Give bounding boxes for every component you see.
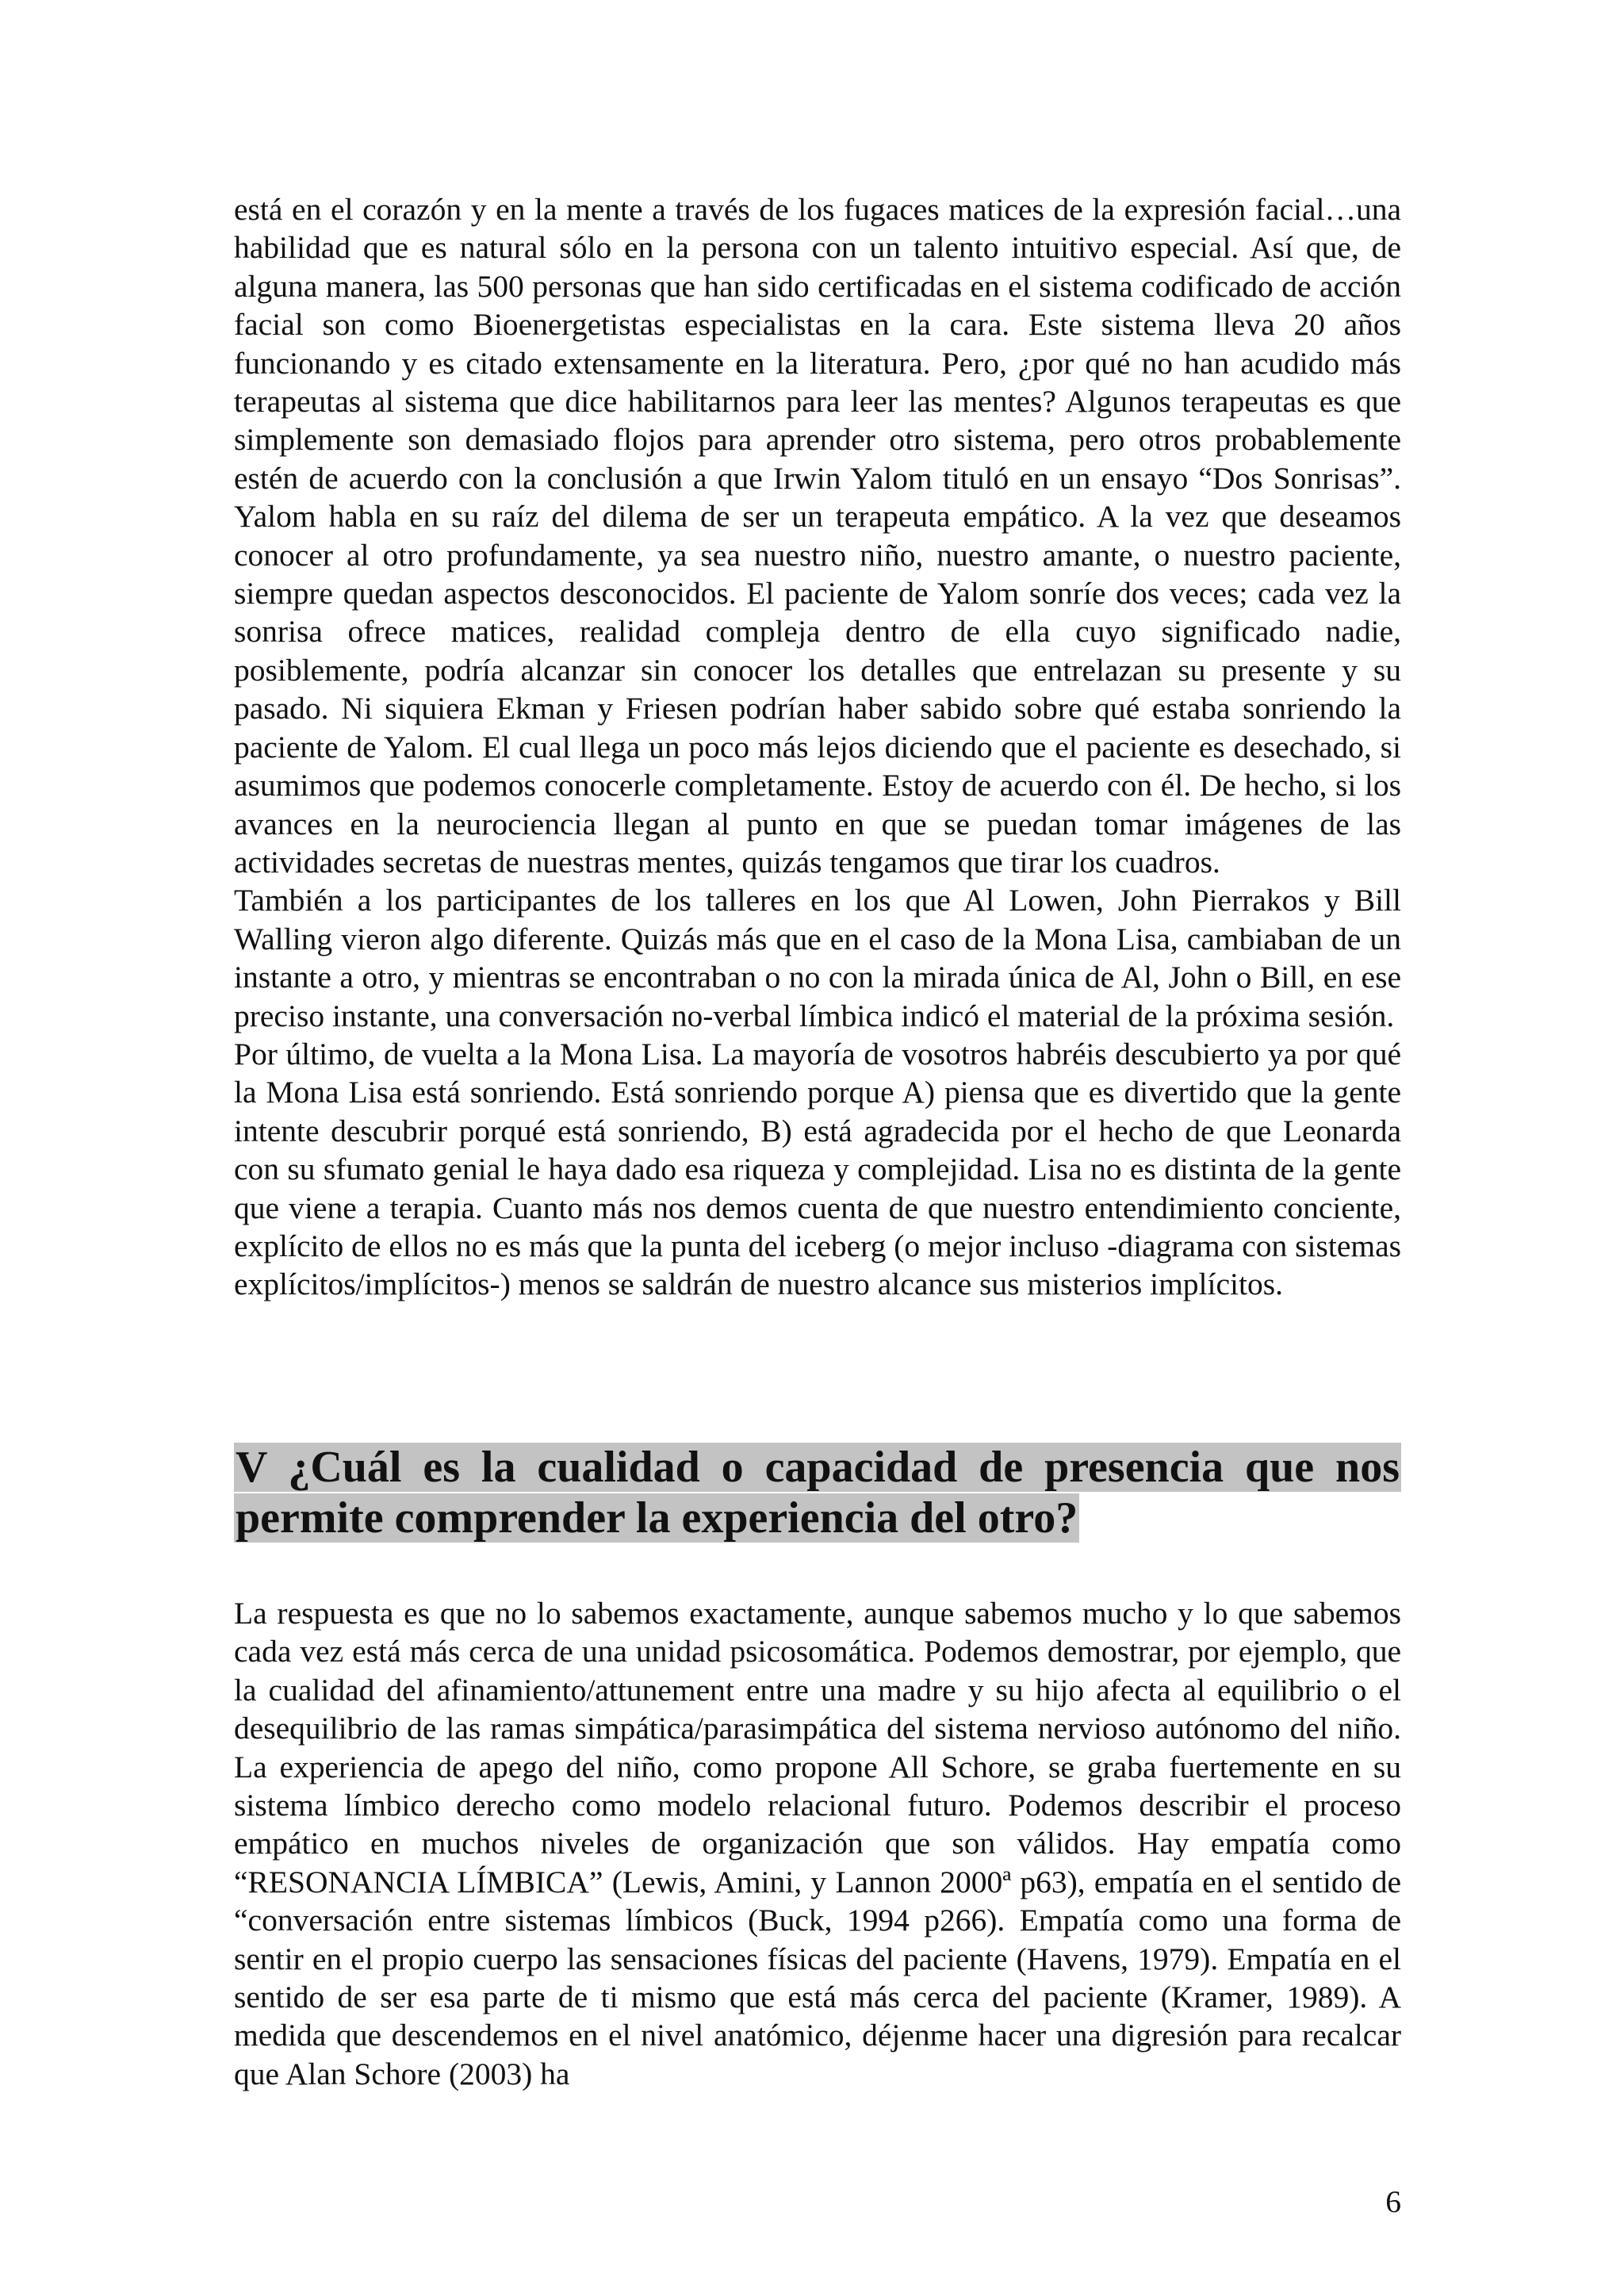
paragraph-2: También a los participantes de los talleres en los que Al Lowen, John Pierrakos y Bill Walling vieron algo diferente. Quizás más que en el caso de la Mona Lisa, cambiaban de un instante a otro, y mientras se encontraban o no con la mirada única de Al, John o Bill, en ese preciso instante, una conversación no-verbal límbica indicó el material de la próxima sesión. [234,883,1401,1033]
section-heading [234,1442,1401,1543]
body-text-top [234,190,1401,1304]
paragraph-3: Por último, de vuelta a la Mona Lisa. La mayoría de vosotros habréis descubierto ya por qué la Mona Lisa está sonriendo. Está sonriendo porque A) piensa que es divertido que la gente intente descubrir porqué está sonriendo, B) está agradecida por el hecho de que Leonarda con su sfumato genial le haya dado esa riqueza y complejidad. Lisa no es distinta de la gente que viene a terapia. Cuanto más nos demos cuenta de que nuestro entendimiento conciente, explícito de ellos no es más que la punta del iceberg (o mejor incluso -diagrama con sistemas explícitos/implícitos-) menos se saldrán de nuestro alcance sus misterios implícitos. [234,1036,1401,1302]
paragraph-4: La respuesta es que no lo sabemos exactamente, aunque sabemos mucho y lo que sabemos cada vez está más cerca de una unidad psicosomática. Podemos demostrar, por ejemplo, que la cualidad del afinamiento/attunement entre una madre y su hijo afecta al equilibrio o el desequilibrio de las ramas simpática/parasimpática del sistema nervioso autónomo del niño. La experiencia de apego del niño, como propone All Schore, se graba fuertemente en su sistema límbico derecho como modelo relacional futuro. Podemos describir el proceso empático en muchos niveles de organización que son válidos. Hay empatía como “RESONANCIA LÍMBICA” (Lewis, Amini, y Lannon 2000ª p63), empatía en el sentido de “conversación entre sistemas límbicos (Buck, 1994 p266). Empatía como una forma de sentir en el propio cuerpo las sensaciones físicas del paciente (Havens, 1979). Empatía en el sentido de ser esa parte de ti mismo que está más cerca del paciente (Kramer, 1989). A medida que descendemos en el nivel anatómico, déjenme hacer una digresión para recalcar que Alan Schore (2003) ha [234,1596,1401,2091]
body-text-bottom [234,1594,1401,2093]
section-heading-text: V ¿Cuál es la cualidad o capacidad de presencia que nos permite comprender la experiencia del otro? [236,1443,1400,1543]
paragraph-1: está en el corazón y en la mente a través de los fugaces matices de la expresión facial…una habilidad que es natural sólo en la persona con un talento intuitivo especial. Así que, de alguna manera, las 500 personas que han sido certificadas en el sistema codificado de acción facial son como Bioenergetistas especialistas en la cara. Este sistema lleva 20 años funcionando y es citado extensamente en la literatura. Pero, ¿por qué no han acudido más terapeutas al sistema que dice habilitarnos para leer las mentes? Algunos terapeutas es que simplemente son demasiado flojos para aprender otro sistema, pero otros probablemente estén de acuerdo con la conclusión a que Irwin Yalom tituló en un ensayo “Dos Sonrisas”. Yalom habla en su raíz del dilema de ser un terapeuta empático. A la vez que deseamos conocer al otro profundamente, ya sea nuestro niño, nuestro amante, o nuestro paciente, siempre quedan aspectos desconocidos. El paciente de Yalom sonríe dos veces; cada vez la sonrisa ofrece matices, realidad compleja dentro de ella cuyo significado nadie, posiblemente, podría alcanzar sin conocer los detalles que entrelazan su presente y su pasado. Ni siquiera Ekman y Friesen podrían haber sabido sobre qué estaba sonriendo la paciente de Yalom. El cual llega un poco más lejos diciendo que el paciente es desechado, si asumimos que podemos conocerle completamente. Estoy de acuerdo con él. De hecho, si los avances en la neurociencia llegan al punto en que se puedan tomar imágenes de las actividades secretas de nuestras mentes, quizás tengamos que tirar los cuadros. [234,192,1401,880]
page-number: 6 [1385,2184,1401,2219]
